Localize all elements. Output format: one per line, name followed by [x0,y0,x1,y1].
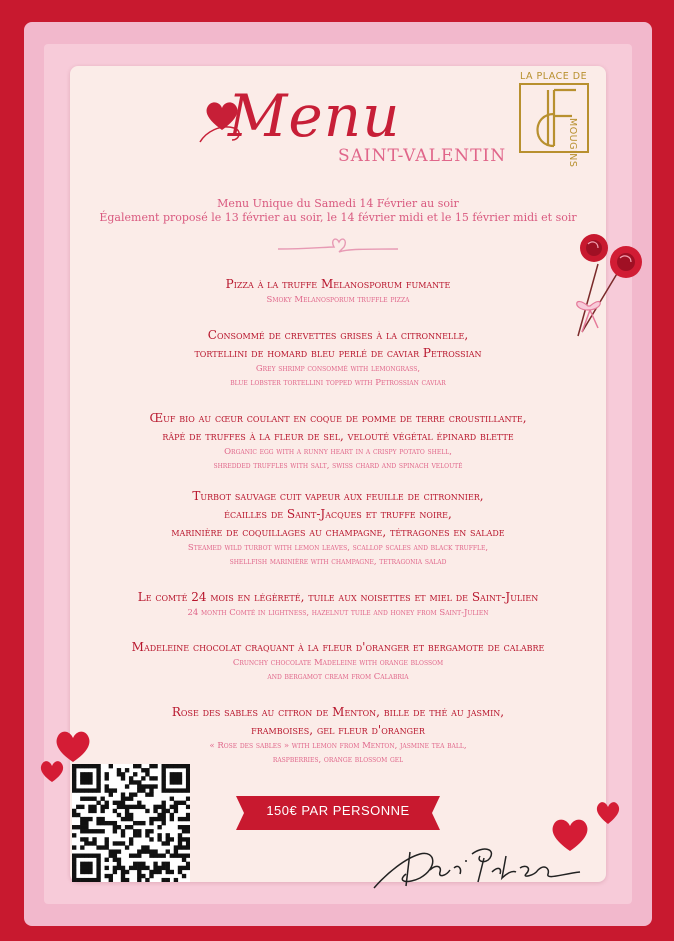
page-subtitle: SAINT-VALENTIN [338,146,507,166]
dish-4-fr-1: Turbot sauvage cuit vapeur aux feuille de citronnier, [192,489,484,503]
dish-3-fr-1: Œuf bio au cœur coulant en coque de pomme de terre croustillante, [149,411,527,425]
dish-4-fr-2: écailles de Saint-Jacques et truffe noire, [224,507,452,521]
dish-7-fr-1: Rose des sables au citron de Menton, bille de thé au jasmin, [171,705,505,719]
dish-4-en-2: shellfish marinière with champagne, tetragonia salad [229,557,447,567]
dish-2-en-1: Grey shrimp consommé with lemongrass, [255,364,421,374]
dish-6 [70,638,606,684]
intro-line-1: Menu Unique du Samedi 14 Février au soir [217,197,459,210]
dish-5 [70,588,606,620]
dish-4 [70,487,606,569]
heart-icon [594,798,622,826]
dish-3-en-1: Organic egg with a runny heart in a crispy potato shell, [224,447,452,457]
dish-3-fr-2: râpé de truffes à la fleur de sel, velouté végétal épinard blette [162,429,514,443]
intro-line-2: Également proposé le 13 février au soir, le 14 février midi et le 15 février midi et soir [99,211,577,224]
logo-top-text: LA PLACE DE [520,71,588,82]
dish-7 [70,703,606,767]
dish-6-en-1: Crunchy chocolate Madeleine with orange blossom [232,658,444,668]
qr-code-pattern [72,764,190,882]
qr-code[interactable] [72,764,190,882]
dish-3 [70,409,606,473]
dish-6-fr-1: Madeleine chocolat craquant à la fleur d'oranger et bergamote de calabre [131,640,545,654]
dish-1-fr-1: Pizza à la truffe Melanosporum fumante [225,277,451,291]
dish-2 [70,326,606,390]
heart-divider [276,234,400,256]
dish-7-en-2: raspberries, orange blossom gel [272,755,404,765]
dish-1 [70,275,606,307]
dish-7-fr-2: framboises, gel fleur d'oranger [251,723,425,737]
logo-side-text: MOUGINS [567,118,578,168]
dish-1-en-1: Smoky Melanosporum truffle pizza [266,295,410,305]
dish-3-en-2: shredded truffles with salt, swiss chard and spinach velouté [213,461,463,471]
dish-2-fr-2: tortellini de homard bleu perlé de caviar Petrossian [194,346,482,360]
dish-5-fr-1: Le comté 24 mois en légèreté, tuile aux noisettes et miel de Saint-Julien [137,590,539,604]
page-title: Menu [228,82,401,150]
dish-2-fr-1: Consommé de crevettes grises à la citronnelle, [207,328,469,342]
dish-7-en-1: « Rose des sables » with lemon from Menton, jasmine tea ball, [209,741,467,751]
dish-4-fr-3: marinière de coquillages au champagne, tétragones en salade [171,525,505,539]
dish-5-en-1: 24 month Comté in lightness, hazelnut tuile and honey from Saint-Julien [187,608,489,618]
price-label: 150€ PAR PERSONNE [266,803,410,818]
heart-icon [38,758,66,784]
restaurant-logo [518,70,604,168]
dish-2-en-2: blue lobster tortellini topped with Petrossian caviar [230,378,446,388]
signature [366,838,598,896]
dish-4-en-1: Steamed wild turbot with lemon leaves, scallop scales and black truffle, [187,543,489,553]
dish-6-en-2: and bergamot cream from Calabria [267,672,409,682]
